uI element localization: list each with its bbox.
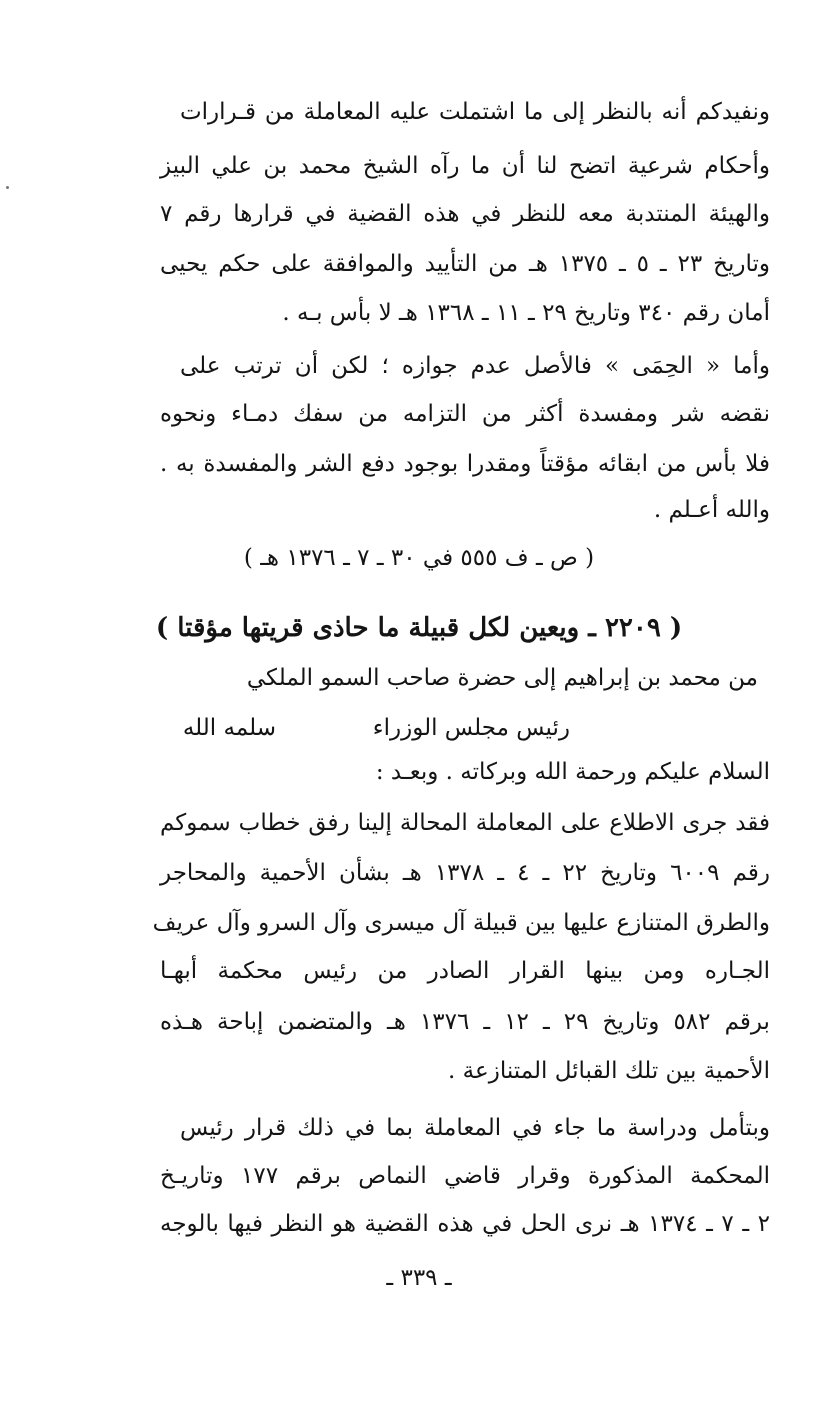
- paragraph-1-line-1: ونفيدكم أنه بالنظر إلى ما اشتملت عليه المعاملة من قـرارات: [180, 99, 770, 125]
- paragraph-1-line-4: وتاريخ ٢٣ ـ ٥ ـ ١٣٧٥ هـ من التأييد والموافقة على حكم يحيى: [160, 251, 770, 277]
- ink-speck: [6, 186, 9, 189]
- greeting: السلام عليكم ورحمة الله وبركاته . وبعـد :: [375, 759, 770, 785]
- paragraph-2-line-1: وأما « الحِمَى » فالأصل عدم جوازه ؛ لكن أن ترتب على: [180, 353, 770, 379]
- paragraph-2-line-4: والله أعـلم .: [653, 497, 770, 523]
- paragraph-2-line-3: فلا بأس من ابقائه مؤقتاً ومقدرا بوجود دفع الشر والمفسدة به .: [160, 451, 770, 477]
- paragraph-3-line-5: برقم ٥٨٢ وتاريخ ٢٩ ـ ١٢ ـ ١٣٧٦ هـ والمتضمن إباحة هـذه: [160, 1009, 770, 1035]
- paragraph-1-line-2: وأحكام شرعية اتضح لنا أن ما رآه الشيخ محمد بن علي البيز: [160, 153, 770, 179]
- paragraph-3-line-6: الأحمية بين تلك القبائل المتنازعة .: [448, 1058, 770, 1084]
- section-title: ( ٢٢٠٩ ـ ويعين لكل قبيلة ما حاذى قريتها مؤقتا ): [155, 613, 683, 643]
- page-number: ـ ٣٣٩ ـ: [386, 1265, 452, 1291]
- paragraph-3-line-2: رقم ٦٠٠٩ وتاريخ ٢٢ ـ ٤ ـ ١٣٧٨ هـ بشأن الأحمية والمحاجر: [160, 860, 770, 886]
- letter-from-line: من محمد بن إبراهيم إلى حضرة صاحب السمو الملكي: [246, 665, 758, 691]
- letter-blessing: سلمه الله: [182, 715, 276, 741]
- paragraph-3-line-1: فقد جرى الاطلاع على المعاملة المحالة إلينا رفق خطاب سموكم: [160, 810, 770, 836]
- reference-note: ( ص ـ ف ٥٥٥ في ٣٠ ـ ٧ ـ ١٣٧٦ هـ ): [243, 545, 595, 571]
- paragraph-2-line-2: نقضه شر ومفسدة أكثر من التزامه من سفك دمـاء ونحوه: [160, 401, 770, 427]
- paragraph-3-line-4: الجـاره ومن بينها القرار الصادر من رئيس محكمة أبهـا: [160, 958, 770, 984]
- letter-recipient: رئيس مجلس الوزراء: [372, 715, 570, 741]
- paragraph-3-line-3: والطرق المتنازع عليها بين قبيلة آل ميسرى وآل السرو وآل عريف: [152, 910, 770, 936]
- paragraph-1-line-5: أمان رقم ٣٤٠ وتاريخ ٢٩ ـ ١١ ـ ١٣٦٨ هـ لا بأس بـه .: [282, 300, 770, 326]
- paragraph-4-line-3: ٢ ـ ٧ ـ ١٣٧٤ هـ نرى الحل في هذه القضية هو النظر فيها بالوجه: [160, 1211, 770, 1237]
- paragraph-4-line-2: المحكمة المذكورة وقرار قاضي النماص برقم ١٧٧ وتاريـخ: [160, 1163, 770, 1189]
- paragraph-4-line-1: وبتأمل ودراسة ما جاء في المعاملة بما في ذلك قرار رئيس: [180, 1115, 770, 1141]
- paragraph-1-line-3: والهيئة المنتدبة معه للنظر في هذه القضية في قرارها رقم ٧: [160, 201, 770, 227]
